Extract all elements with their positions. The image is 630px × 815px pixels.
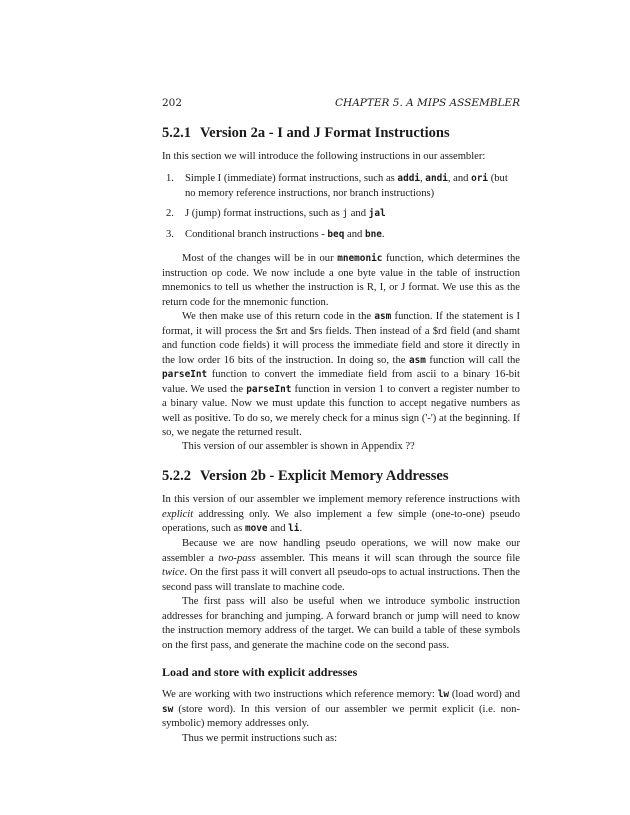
section-title: Version 2b - Explicit Memory Addresses — [200, 468, 449, 484]
running-header: CHAPTER 5. A MIPS ASSEMBLER — [335, 97, 520, 109]
section-heading-5-2-1 — [162, 125, 450, 142]
paragraph: We then make use of this return code in the asm function. If the statement is I format, it will process the $rt and $rs fields. Then instead of a $rd field (and shamt and function code fields) it will process the immediate field and store it directly in the low order 16 bits of the instruction. In doing so, the asm function will call the parseInt function to convert the immediate field from ascii to a binary 16-bit value. We used the parseInt function in version 1 to convert a register number to a binary value. Now we must update this function to accept negative numbers as well as positive. To do so, we merely check for a minus sign ('-') at the beginning. If so, we negate the returned result. — [162, 311, 520, 438]
intro-paragraph: In this section we will introduce the following instructions in our assembler: — [162, 151, 486, 162]
page-number: 202 — [162, 97, 183, 109]
section-number: 5.2.2 — [162, 468, 191, 484]
section-title: Version 2a - I and J Format Instructions — [200, 125, 450, 141]
paragraph: We are working with two instructions which reference memory: lw (load word) and sw (store word). In this version of our assembler we permit explicit (i.e. non-symbolic) memory addresses only. — [162, 689, 520, 729]
paragraph: Most of the changes will be in our mnemonic function, which determines the instruction op code. We now include a one byte value in the table of instruction mnemonics to tell us whether the instruction is R, I, or J format. We use this as the return code for the mnemonic function. — [162, 253, 520, 308]
list-item: 3. Conditional branch instructions - beq and bne. — [166, 228, 520, 243]
list-number: 3. — [166, 229, 174, 240]
list-number: 2. — [166, 208, 174, 219]
list-item: 2. J (jump) format instructions, such as j and jal — [166, 207, 520, 222]
paragraph: The first pass will also be useful when we introduce symbolic instruction addresses for branching and jumping. A forward branch or jump will need to know the instruction memory address of the target. We can build a table of these symbols on the first pass, and generate the machine code on the second pass. — [162, 596, 520, 651]
list-number: 1. — [166, 173, 174, 184]
list-item: 1. Simple I (immediate) format instructions, such as addi, andi, and ori (but no memory reference instructions, nor branch instructions) — [166, 173, 508, 199]
paragraph: This version of our assembler is shown in Appendix ?? — [182, 441, 415, 452]
subsection-heading: Load and store with explicit addresses — [162, 665, 358, 679]
section-number: 5.2.1 — [162, 125, 191, 141]
paragraph: In this version of our assembler we implement memory reference instructions with explicit addressing only. We also implement a few simple (one-to-one) pseudo operations, such as move and li. — [162, 494, 520, 534]
section-heading-5-2-2 — [162, 468, 449, 485]
paragraph: Thus we permit instructions such as: — [182, 733, 338, 744]
paragraph: Because we are now handling pseudo operations, we will now make our assembler a two-pass assembler. This means it will scan through the source file twice. On the first pass it will convert all pseudo-ops to actual instructions. Then the second pass will translate to machine code. — [162, 538, 521, 593]
